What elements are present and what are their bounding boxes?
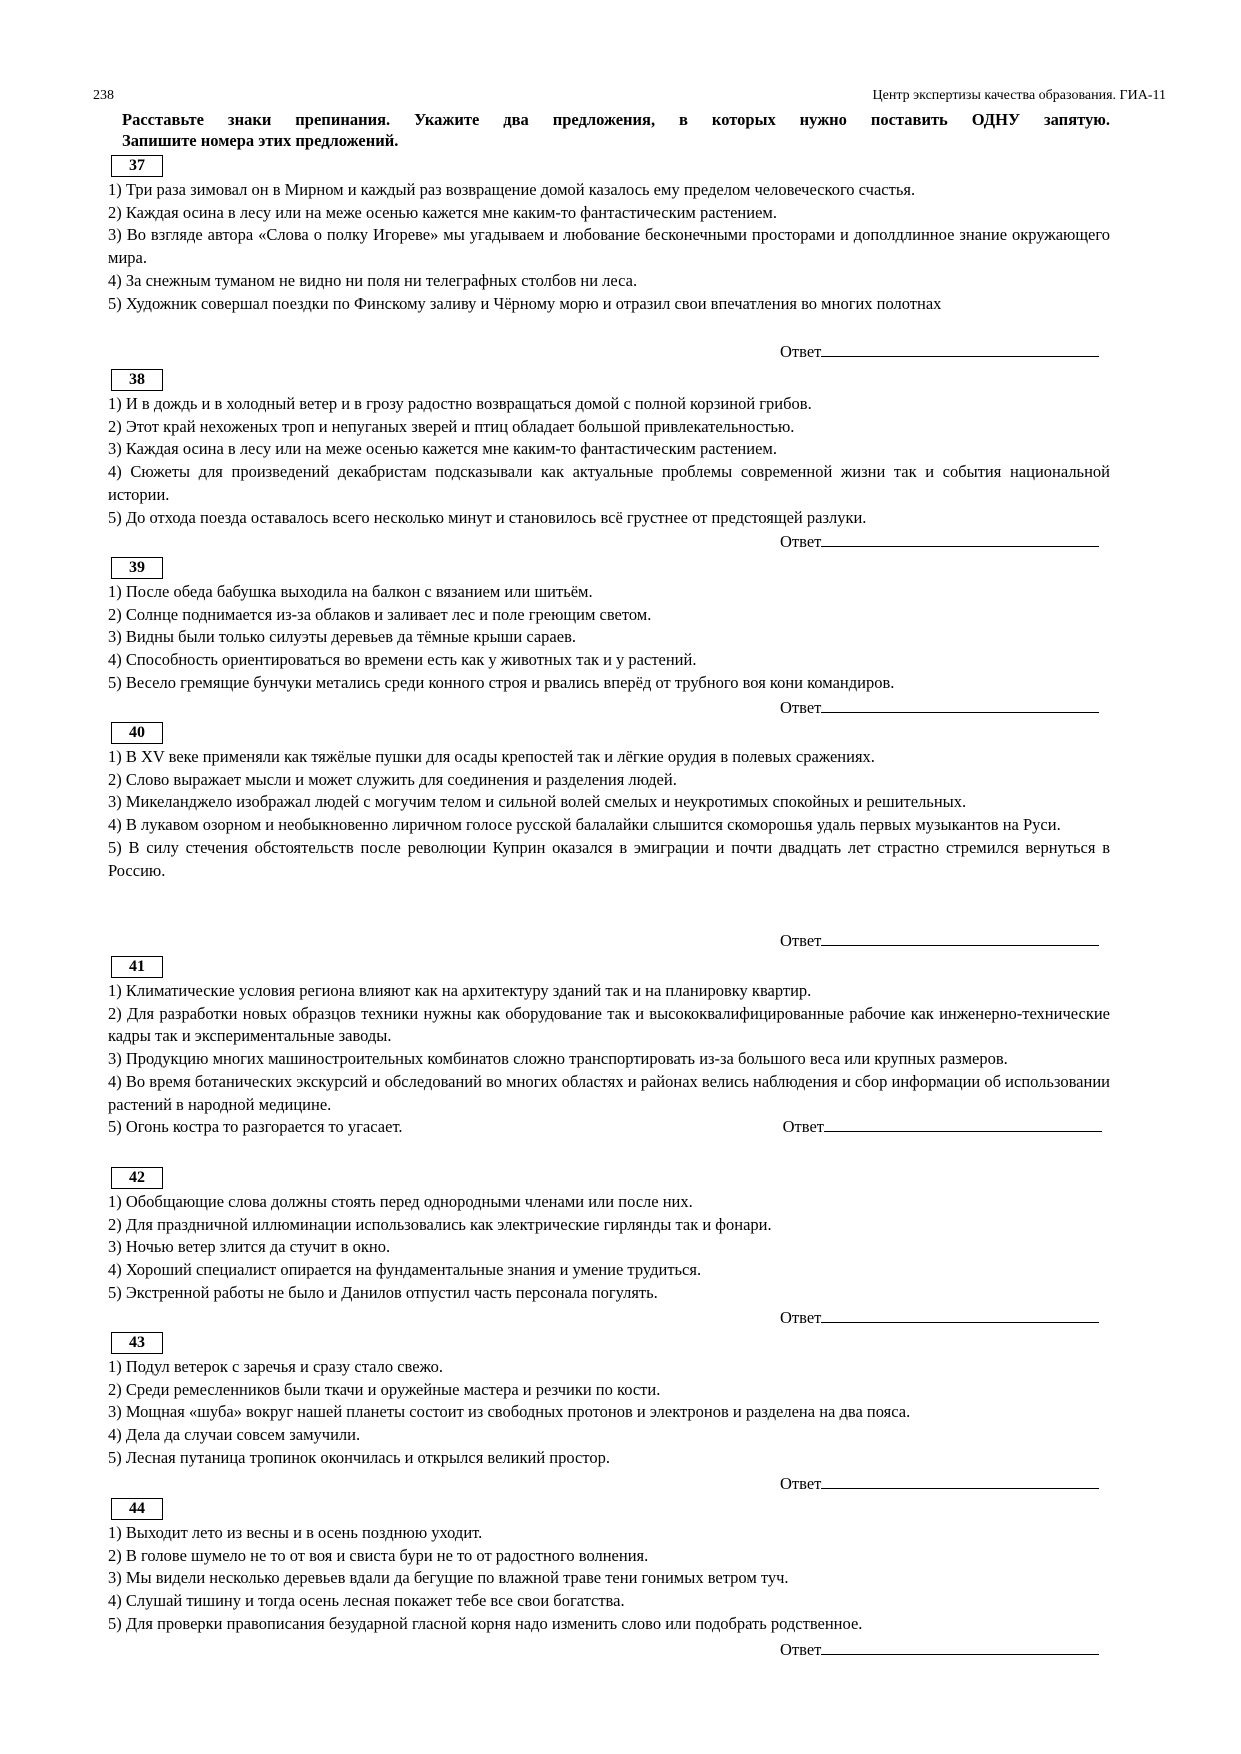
sentence: 1) Три раза зимовал он в Мирном и каждый раз возвращение домой казалось ему пределом человеческого счастья. <box>108 180 916 199</box>
sentence: 5) Огонь костра то разгорается то угасает. <box>108 1117 403 1137</box>
task-37 <box>108 154 1110 315</box>
answer-label: Ответ <box>780 1308 822 1327</box>
instruction-line: Запишите номера этих предложений. <box>122 131 399 150</box>
sentence: 2) Среди ремесленников были ткачи и оружейные мастера и резчики по кости. <box>108 1379 661 1399</box>
sentence: 5) Художник совершал поездки по Финскому заливу и Чёрному морю и отразил свои впечатления во многих полотнах <box>108 293 942 313</box>
answer-field-41[interactable] <box>783 1116 1102 1139</box>
sentence: 4) Дела да случаи совсем замучили. <box>108 1425 361 1445</box>
answer-line[interactable] <box>821 697 1099 713</box>
sentence: 5) Экстренной работы не было и Данилов отпустил часть персонала погулять. <box>108 1282 658 1302</box>
sentence: 2) Для разработки новых образцов техники нужны как оборудование так и высококвалифицированные рабочие как инженерно-технические кадры так и экспериментальные заводы. <box>108 1003 1110 1046</box>
answer-label: Ответ <box>780 1640 822 1659</box>
sentence: 5) В силу стечения обстоятельств после революции Куприн оказался в эмиграции и почти двадцать лет страстно стремился вернуться в Россию. <box>108 837 1110 880</box>
answer-field-43[interactable] <box>780 1473 1099 1494</box>
sentence: 3) Продукцию многих машиностроительных комбинатов сложно транспортировать из-за большого веса или крупных размеров. <box>108 1049 1008 1069</box>
sentence: 5) Лесная путаница тропинок окончилась и открылся великий простор. <box>108 1447 610 1467</box>
answer-label: Ответ <box>780 532 822 551</box>
sentence: 1) И в дождь и в холодный ветер и в грозу радостно возвращаться домой с полной корзиной грибов. <box>108 394 812 413</box>
task-number: 40 <box>111 722 163 744</box>
answer-line[interactable] <box>821 930 1099 946</box>
task-number: 41 <box>111 956 163 978</box>
sentence: 3) Мы видели несколько деревьев вдали да бегущие по влажной траве тени гонимых ветром туч. <box>108 1568 789 1588</box>
sentence: 2) Этот край нехоженых троп и непуганых зверей и птиц обладает большой привлекательностью. <box>108 416 795 436</box>
task-43 <box>108 1331 1110 1470</box>
sentence: 2) Для праздничной иллюминации использовались как электрические гирлянды так и фонари. <box>108 1214 772 1234</box>
sentence: 4) Сюжеты для произведений декабристам подсказывали как актуальные проблемы современной жизни так и события национальной истории. <box>108 462 1110 504</box>
answer-line[interactable] <box>821 1639 1099 1655</box>
answer-line[interactable] <box>821 531 1099 547</box>
task-41 <box>108 955 1110 1139</box>
answer-field-37[interactable] <box>780 341 1099 362</box>
sentence: 3) Видны были только силуэты деревьев да тёмные крыши сараев. <box>108 627 576 647</box>
answer-field-44[interactable] <box>780 1639 1099 1660</box>
answer-line[interactable] <box>821 341 1099 357</box>
answer-line[interactable] <box>821 1307 1099 1323</box>
sentence: 5) Весело гремящие бунчуки метались среди конного строя и рвались вперёд от трубного воя кони командиров. <box>108 672 895 692</box>
sentence: 4) Слушай тишину и тогда осень лесная покажет тебе все свои богатства. <box>108 1591 625 1611</box>
sentence: 5) До отхода поезда оставалось всего несколько минут и становилось всё грустнее от предстоящей разлуки. <box>108 507 867 527</box>
sentence: 3) Во взгляде автора «Слова о полку Игореве» мы угадываем и любование бесконечными просторами и дополдлинное знание окружающего мира. <box>108 225 1110 268</box>
sentence: 1) В XV веке применяли как тяжёлые пушки для осады крепостей так и лёгкие орудия в полевых сражениях. <box>108 747 875 766</box>
running-header: Центр экспертизы качества образования. ГИА-11 <box>872 88 1166 103</box>
answer-field-39[interactable] <box>780 697 1099 718</box>
instruction-line: Расставьте знаки препинания. Укажите два предложения, в которых нужно поставить ОДНУ запятую. <box>122 110 1110 129</box>
answer-line[interactable] <box>821 1473 1099 1489</box>
answer-label: Ответ <box>780 1474 822 1493</box>
sentence: 3) Каждая осина в лесу или на меже осенью кажется мне каким-то фантастическим растением. <box>108 439 777 459</box>
task-number: 44 <box>111 1498 163 1520</box>
task-number: 38 <box>111 369 163 391</box>
sentence: 3) Мощная «шуба» вокруг нашей планеты состоит из свободных протонов и электронов и разделена на два пояса. <box>108 1402 911 1422</box>
sentence: 1) Выходит лето из весны и в осень позднюю уходит. <box>108 1523 483 1542</box>
sentence: 4) Во время ботанических экскурсий и обследований во многих областях и районах велись наблюдения и сбор информации об использовании растений в народной медицине. <box>108 1071 1110 1114</box>
sentence: 3) Микеланджело изображал людей с могучим телом и сильной волей смелых и неукротимых спокойных и решительных. <box>108 792 967 812</box>
sentence: 4) За снежным туманом не видно ни поля ни телеграфных столбов ни леса. <box>108 270 638 290</box>
task-number: 39 <box>111 557 163 579</box>
sentence: 2) Каждая осина в лесу или на меже осенью кажется мне каким-то фантастическим растением. <box>108 202 777 222</box>
task-42 <box>108 1166 1110 1305</box>
answer-field-42[interactable] <box>780 1307 1099 1328</box>
answer-label: Ответ <box>782 1117 824 1137</box>
sentence: 1) Климатические условия региона влияют как на архитектуру зданий так и на планировку квартир. <box>108 981 812 1000</box>
sentence: 5) Для проверки правописания безударной гласной корня надо изменить слово или подобрать родственное. <box>108 1613 863 1633</box>
task-number: 43 <box>111 1332 163 1354</box>
task-number: 42 <box>111 1167 163 1189</box>
sentence: 4) Хороший специалист опирается на фундаментальные знания и умение трудиться. <box>108 1260 702 1280</box>
task-44 <box>108 1497 1110 1636</box>
sentence: 4) В лукавом озорном и необыкновенно лиричном голосе русской балалайки слышится скоморошья удаль первых музыкантов на Руси. <box>108 815 1061 835</box>
sentence: 2) Солнце поднимается из-за облаков и заливает лес и поле греющим светом. <box>108 604 652 624</box>
sentence: 4) Способность ориентироваться во времени есть как у животных так и у растений. <box>108 650 697 670</box>
sentence: 3) Ночью ветер злится да стучит в окно. <box>108 1237 391 1257</box>
instruction <box>122 109 1110 151</box>
answer-line[interactable] <box>824 1116 1102 1132</box>
answer-field-40[interactable] <box>780 930 1099 951</box>
sentence: 1) Обобщающие слова должны стоять перед однородными членами или после них. <box>108 1192 693 1211</box>
sentence: 2) Слово выражает мысли и может служить для соединения и разделения людей. <box>108 769 677 789</box>
sentence: 2) В голове шумело не то от воя и свиста бури не то от радостного волнения. <box>108 1545 649 1565</box>
answer-label: Ответ <box>780 931 822 950</box>
answer-label: Ответ <box>780 698 822 717</box>
answer-label: Ответ <box>780 342 822 361</box>
task-40 <box>108 721 1110 882</box>
task-number: 37 <box>111 155 163 177</box>
page-number: 238 <box>93 88 114 103</box>
task-38 <box>108 368 1110 529</box>
task-39 <box>108 556 1110 695</box>
sentence: 1) После обеда бабушка выходила на балкон с вязанием или шитьём. <box>108 582 593 601</box>
sentence: 1) Подул ветерок с заречья и сразу стало свежо. <box>108 1357 443 1376</box>
answer-field-38[interactable] <box>780 531 1099 552</box>
